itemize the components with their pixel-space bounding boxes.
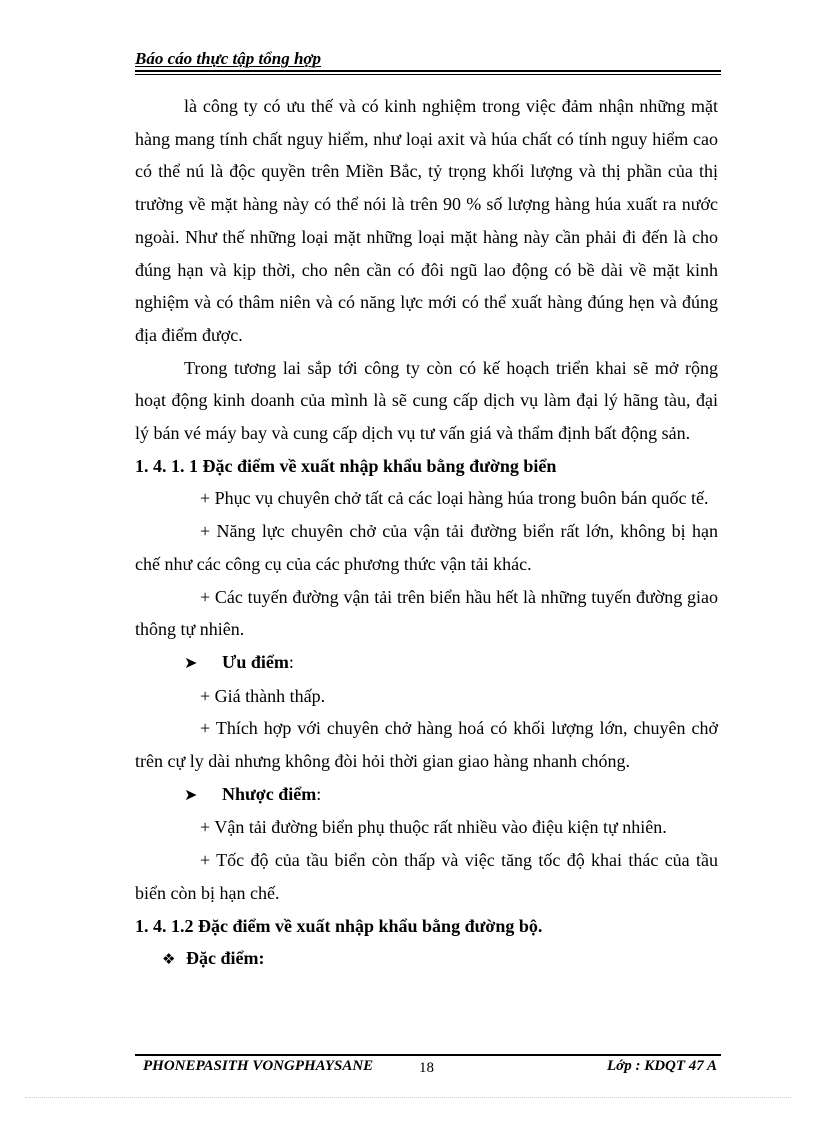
arrow-bullet-icon: ➤ (184, 784, 198, 804)
paragraph: + Giá thành thấp. (200, 685, 326, 706)
paragraph: + Các tuyến đường vận tải trên biển hầu hết là những tuyến đường giao thông tự nhiên. (135, 586, 718, 640)
diamond-bullet-item (135, 942, 718, 976)
page-body (135, 90, 718, 976)
header-rule-thick (135, 70, 721, 72)
bullet-advantages (135, 646, 718, 680)
paragraph: + Tốc độ của tầu biển còn thấp và việc tăng tốc độ khai thác của tầu biển còn bị hạn chế. (135, 850, 718, 903)
bullet-disadvantages (135, 778, 718, 812)
section-heading: 1. 4. 1. 1 Đặc điểm về xuất nhập khẩu bằng đường biển (135, 455, 557, 476)
arrow-bullet-icon: ➤ (184, 652, 198, 672)
bullet-label: Ưu điểm (222, 651, 289, 672)
bullet-colon: : (316, 783, 322, 804)
paragraph: + Năng lực chuyên chở của vận tải đường biển rất lớn, không bị hạn chế như các công cụ của các phương thức vận tải khác. (135, 521, 718, 574)
footer-class: Lớp : KDQT 47 A (607, 1058, 717, 1074)
bullet-colon: : (288, 651, 294, 672)
bullet-label: Nhược điểm (222, 783, 317, 804)
page-number: 18 (419, 1060, 434, 1076)
paragraph: là công ty có ưu thế và có kinh nghiệm trong việc đảm nhận những mặt hàng mang tính chất nguy hiểm, như loại axit và húa chất có tính nguy hiểm cao có thể nú là độc quyền trên Miền Bắc, tỷ trọng khối lượng và thị phần của thị trường về mặt hàng này có thể nói là trên 90 % số lượng hàng húa xuất ra nước ngoài. Như thế những loại mặt những loại mặt hàng này cần phải đi đến là cho đúng hạn và kịp thời, cho nên cần có đôi ngũ lao động có bề dài về mặt kinh nghiệm và có thâm niên và có năng lực mới có thể xuất hàng đúng hẹn và đúng địa điểm được. (135, 96, 718, 345)
diamond-label: Đặc điểm: (186, 948, 265, 969)
page-border (25, 1097, 791, 1098)
footer-rule (135, 1054, 721, 1056)
paragraph: + Thích hợp với chuyên chở hàng hoá có khối lượng lớn, chuyên chở trên cự ly dài nhưng không đòi hỏi thời gian giao hàng nhanh chóng. (135, 718, 718, 772)
paragraph: + Vận tải đường biển phụ thuộc rất nhiều vào điệu kiện tự nhiên. (200, 817, 667, 838)
header-title: Báo cáo thực tập tổng hợp (135, 49, 322, 68)
page-header (135, 48, 721, 70)
paragraph: Trong tương lai sắp tới công ty còn có kế hoạch triển khai sẽ mở rộng hoạt động kinh doanh của mình là sẽ cung cấp dịch vụ làm đại lý hãng tàu, đại lý bán vé máy bay và cung cấp dịch vụ tư vấn giá và thẩm định bất động sản. (135, 357, 718, 444)
footer-author: PHONEPASITH VONGPHAYSANE (143, 1058, 374, 1074)
diamond-bullet-icon: ❖ (162, 950, 176, 969)
section-heading: 1. 4. 1.2 Đặc điểm về xuất nhập khẩu bằng đường bộ. (135, 915, 543, 936)
header-rule-thin (135, 74, 721, 75)
page-footer (135, 1058, 721, 1080)
paragraph: + Phục vụ chuyên chở tất cả các loại hàng húa trong buôn bán quốc tế. (200, 488, 709, 509)
